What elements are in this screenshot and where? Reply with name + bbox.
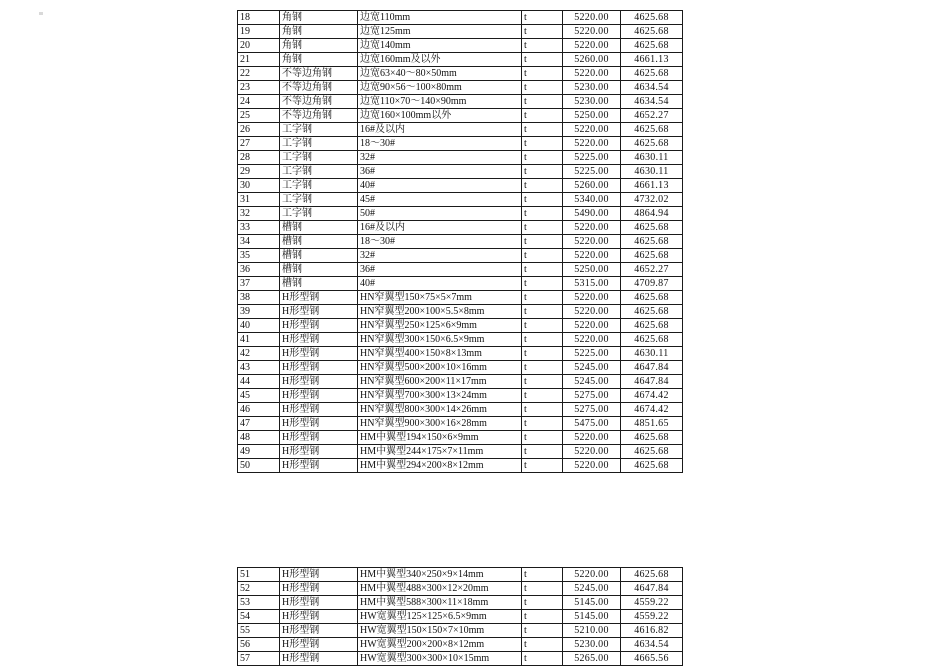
cell-unit: t	[522, 582, 563, 596]
price-table-1	[237, 10, 683, 473]
cell-row-number: 43	[238, 361, 280, 375]
cell-specification: 36#	[358, 165, 522, 179]
cell-material-name: H形型钢	[280, 333, 358, 347]
cell-row-number: 35	[238, 249, 280, 263]
cell-row-number: 54	[238, 610, 280, 624]
cell-price-2: 4559.22	[621, 610, 683, 624]
cell-price-1: 5230.00	[563, 95, 621, 109]
cell-row-number: 53	[238, 596, 280, 610]
cell-specification: 18～30#	[358, 137, 522, 151]
cell-price-2: 4625.68	[621, 431, 683, 445]
cell-material-name: H形型钢	[280, 445, 358, 459]
cell-unit: t	[522, 151, 563, 165]
cell-specification: HM中翼型294×200×8×12mm	[358, 459, 522, 473]
cell-material-name: 工字钢	[280, 137, 358, 151]
cell-price-1: 5145.00	[563, 596, 621, 610]
cell-price-1: 5220.00	[563, 431, 621, 445]
cell-specification: 40#	[358, 179, 522, 193]
cell-price-2: 4625.68	[621, 319, 683, 333]
cell-material-name: H形型钢	[280, 431, 358, 445]
table-row	[238, 137, 683, 151]
cell-specification: HN窄翼型500×200×10×16mm	[358, 361, 522, 375]
cell-specification: 边宽125mm	[358, 25, 522, 39]
cell-specification: 边宽110mm	[358, 11, 522, 25]
cell-price-2: 4864.94	[621, 207, 683, 221]
cell-price-2: 4625.68	[621, 25, 683, 39]
cell-material-name: H形型钢	[280, 291, 358, 305]
cell-price-2: 4652.27	[621, 263, 683, 277]
cell-specification: HN窄翼型400×150×8×13mm	[358, 347, 522, 361]
cell-price-2: 4661.13	[621, 53, 683, 67]
cell-row-number: 55	[238, 624, 280, 638]
cell-specification: HM中翼型244×175×7×11mm	[358, 445, 522, 459]
price-table-2	[237, 567, 683, 666]
cell-price-1: 5265.00	[563, 652, 621, 666]
cell-row-number: 27	[238, 137, 280, 151]
cell-price-2: 4625.68	[621, 459, 683, 473]
cell-unit: t	[522, 277, 563, 291]
cell-price-1: 5250.00	[563, 109, 621, 123]
cell-unit: t	[522, 137, 563, 151]
cell-price-2: 4709.87	[621, 277, 683, 291]
cell-material-name: 角钢	[280, 11, 358, 25]
cell-specification: 边宽90×56～100×80mm	[358, 81, 522, 95]
table-row	[238, 638, 683, 652]
table-row	[238, 39, 683, 53]
cell-material-name: 不等边角钢	[280, 95, 358, 109]
cell-price-2: 4559.22	[621, 596, 683, 610]
cell-price-2: 4647.84	[621, 375, 683, 389]
cell-specification: HM中翼型588×300×11×18mm	[358, 596, 522, 610]
cell-material-name: 槽钢	[280, 249, 358, 263]
cell-unit: t	[522, 568, 563, 582]
cell-unit: t	[522, 249, 563, 263]
cell-price-1: 5145.00	[563, 610, 621, 624]
cell-material-name: H形型钢	[280, 389, 358, 403]
cell-specification: 边宽160mm及以外	[358, 53, 522, 67]
table-row	[238, 193, 683, 207]
cell-specification: HN窄翼型150×75×5×7mm	[358, 291, 522, 305]
table-row	[238, 361, 683, 375]
cell-row-number: 50	[238, 459, 280, 473]
cell-specification: HN窄翼型200×100×5.5×8mm	[358, 305, 522, 319]
cell-material-name: 角钢	[280, 53, 358, 67]
cell-price-2: 4625.68	[621, 445, 683, 459]
cell-price-2: 4625.68	[621, 67, 683, 81]
cell-row-number: 36	[238, 263, 280, 277]
cell-material-name: 槽钢	[280, 221, 358, 235]
table-row	[238, 333, 683, 347]
cell-row-number: 31	[238, 193, 280, 207]
cell-price-1: 5220.00	[563, 333, 621, 347]
table-row	[238, 81, 683, 95]
cell-unit: t	[522, 109, 563, 123]
cell-unit: t	[522, 67, 563, 81]
cell-price-1: 5220.00	[563, 249, 621, 263]
cell-price-1: 5220.00	[563, 67, 621, 81]
cell-unit: t	[522, 361, 563, 375]
table-row	[238, 221, 683, 235]
cell-specification: 36#	[358, 263, 522, 277]
cell-price-2: 4625.68	[621, 249, 683, 263]
cell-material-name: H形型钢	[280, 319, 358, 333]
cell-unit: t	[522, 165, 563, 179]
cell-price-1: 5260.00	[563, 179, 621, 193]
table-row	[238, 123, 683, 137]
cell-row-number: 48	[238, 431, 280, 445]
cell-specification: HN窄翼型900×300×16×28mm	[358, 417, 522, 431]
cell-specification: HN窄翼型800×300×14×26mm	[358, 403, 522, 417]
cell-specification: 32#	[358, 151, 522, 165]
cell-row-number: 37	[238, 277, 280, 291]
cell-row-number: 20	[238, 39, 280, 53]
cell-row-number: 25	[238, 109, 280, 123]
table-row	[238, 207, 683, 221]
table-row	[238, 25, 683, 39]
cell-price-1: 5225.00	[563, 151, 621, 165]
cell-row-number: 42	[238, 347, 280, 361]
cell-price-2: 4634.54	[621, 95, 683, 109]
cell-unit: t	[522, 347, 563, 361]
cell-material-name: H形型钢	[280, 459, 358, 473]
cell-material-name: 槽钢	[280, 277, 358, 291]
cell-price-2: 4625.68	[621, 11, 683, 25]
cell-specification: 边宽160×100mm以外	[358, 109, 522, 123]
cell-row-number: 23	[238, 81, 280, 95]
cell-price-2: 4625.68	[621, 333, 683, 347]
cell-material-name: 不等边角钢	[280, 67, 358, 81]
cell-row-number: 41	[238, 333, 280, 347]
cell-price-1: 5220.00	[563, 123, 621, 137]
cell-price-1: 5250.00	[563, 263, 621, 277]
table-row	[238, 431, 683, 445]
cell-price-2: 4851.65	[621, 417, 683, 431]
cell-unit: t	[522, 221, 563, 235]
table-row	[238, 53, 683, 67]
cell-price-1: 5225.00	[563, 165, 621, 179]
cell-price-1: 5220.00	[563, 305, 621, 319]
cell-unit: t	[522, 39, 563, 53]
table-row	[238, 624, 683, 638]
cell-price-1: 5220.00	[563, 25, 621, 39]
cell-unit: t	[522, 25, 563, 39]
cell-row-number: 19	[238, 25, 280, 39]
cell-specification: 32#	[358, 249, 522, 263]
cell-material-name: H形型钢	[280, 624, 358, 638]
cell-unit: t	[522, 610, 563, 624]
cell-price-2: 4652.27	[621, 109, 683, 123]
cell-material-name: H形型钢	[280, 610, 358, 624]
cell-price-2: 4625.68	[621, 305, 683, 319]
cell-specification: HN窄翼型300×150×6.5×9mm	[358, 333, 522, 347]
cell-price-1: 5245.00	[563, 375, 621, 389]
cell-row-number: 45	[238, 389, 280, 403]
cell-row-number: 26	[238, 123, 280, 137]
table-row	[238, 277, 683, 291]
cell-row-number: 51	[238, 568, 280, 582]
cell-price-1: 5475.00	[563, 417, 621, 431]
cell-unit: t	[522, 389, 563, 403]
cell-material-name: H形型钢	[280, 596, 358, 610]
cell-material-name: H形型钢	[280, 305, 358, 319]
cell-price-2: 4661.13	[621, 179, 683, 193]
cell-material-name: H形型钢	[280, 568, 358, 582]
cell-unit: t	[522, 123, 563, 137]
table-row	[238, 291, 683, 305]
cell-price-2: 4732.02	[621, 193, 683, 207]
cell-price-1: 5220.00	[563, 11, 621, 25]
cell-material-name: H形型钢	[280, 361, 358, 375]
cell-unit: t	[522, 624, 563, 638]
cell-material-name: H形型钢	[280, 347, 358, 361]
cell-unit: t	[522, 263, 563, 277]
cell-specification: HM中翼型194×150×6×9mm	[358, 431, 522, 445]
cell-specification: 16#及以内	[358, 221, 522, 235]
cell-price-1: 5220.00	[563, 291, 621, 305]
cell-unit: t	[522, 11, 563, 25]
cell-specification: HN窄翼型700×300×13×24mm	[358, 389, 522, 403]
cell-specification: 45#	[358, 193, 522, 207]
cell-price-1: 5490.00	[563, 207, 621, 221]
cell-price-2: 4625.68	[621, 291, 683, 305]
cell-specification: 40#	[358, 277, 522, 291]
cell-price-2: 4630.11	[621, 151, 683, 165]
cell-specification: HW宽翼型200×200×8×12mm	[358, 638, 522, 652]
table-row	[238, 459, 683, 473]
cell-row-number: 49	[238, 445, 280, 459]
table-row	[238, 67, 683, 81]
cell-material-name: 工字钢	[280, 123, 358, 137]
cell-unit: t	[522, 53, 563, 67]
cell-unit: t	[522, 375, 563, 389]
cell-row-number: 44	[238, 375, 280, 389]
cell-material-name: H形型钢	[280, 638, 358, 652]
cell-row-number: 57	[238, 652, 280, 666]
cell-price-2: 4665.56	[621, 652, 683, 666]
cell-price-2: 4630.11	[621, 165, 683, 179]
cell-specification: 50#	[358, 207, 522, 221]
cell-unit: t	[522, 319, 563, 333]
table-row	[238, 179, 683, 193]
cell-price-2: 4634.54	[621, 638, 683, 652]
cell-material-name: 工字钢	[280, 193, 358, 207]
cell-price-1: 5275.00	[563, 389, 621, 403]
cell-material-name: 不等边角钢	[280, 81, 358, 95]
cell-row-number: 47	[238, 417, 280, 431]
cell-row-number: 28	[238, 151, 280, 165]
cell-unit: t	[522, 235, 563, 249]
cell-specification: 16#及以内	[358, 123, 522, 137]
cell-price-1: 5220.00	[563, 39, 621, 53]
cell-price-1: 5220.00	[563, 568, 621, 582]
table-row	[238, 568, 683, 582]
cell-row-number: 40	[238, 319, 280, 333]
cell-unit: t	[522, 95, 563, 109]
table-row	[238, 582, 683, 596]
cell-material-name: H形型钢	[280, 403, 358, 417]
cell-price-2: 4625.68	[621, 221, 683, 235]
cell-unit: t	[522, 417, 563, 431]
table-row	[238, 347, 683, 361]
cell-specification: 边宽140mm	[358, 39, 522, 53]
cell-row-number: 18	[238, 11, 280, 25]
cell-material-name: 角钢	[280, 25, 358, 39]
table-row	[238, 11, 683, 25]
cell-price-1: 5220.00	[563, 445, 621, 459]
table-row	[238, 109, 683, 123]
cell-price-1: 5220.00	[563, 235, 621, 249]
cell-material-name: H形型钢	[280, 375, 358, 389]
cell-unit: t	[522, 81, 563, 95]
cell-row-number: 22	[238, 67, 280, 81]
cell-unit: t	[522, 459, 563, 473]
cell-price-1: 5220.00	[563, 137, 621, 151]
table-row	[238, 165, 683, 179]
table-row	[238, 403, 683, 417]
cell-material-name: H形型钢	[280, 582, 358, 596]
price-table-body	[238, 11, 683, 473]
cell-specification: HW宽翼型125×125×6.5×9mm	[358, 610, 522, 624]
cell-price-2: 4625.68	[621, 568, 683, 582]
cell-price-1: 5220.00	[563, 221, 621, 235]
cell-price-2: 4634.54	[621, 81, 683, 95]
page-mark	[39, 12, 43, 15]
price-table-body	[238, 568, 683, 666]
cell-material-name: 工字钢	[280, 207, 358, 221]
cell-price-1: 5340.00	[563, 193, 621, 207]
cell-row-number: 52	[238, 582, 280, 596]
cell-material-name: H形型钢	[280, 652, 358, 666]
cell-specification: HN窄翼型600×200×11×17mm	[358, 375, 522, 389]
table-row	[238, 445, 683, 459]
cell-unit: t	[522, 596, 563, 610]
table-row	[238, 610, 683, 624]
cell-price-2: 4616.82	[621, 624, 683, 638]
cell-row-number: 56	[238, 638, 280, 652]
cell-row-number: 24	[238, 95, 280, 109]
cell-unit: t	[522, 333, 563, 347]
cell-price-1: 5220.00	[563, 459, 621, 473]
cell-price-1: 5230.00	[563, 638, 621, 652]
cell-material-name: 槽钢	[280, 235, 358, 249]
cell-price-2: 4647.84	[621, 361, 683, 375]
cell-unit: t	[522, 193, 563, 207]
cell-price-1: 5315.00	[563, 277, 621, 291]
cell-price-2: 4625.68	[621, 137, 683, 151]
cell-material-name: 不等边角钢	[280, 109, 358, 123]
cell-unit: t	[522, 445, 563, 459]
cell-material-name: 工字钢	[280, 179, 358, 193]
cell-material-name: 工字钢	[280, 151, 358, 165]
cell-row-number: 30	[238, 179, 280, 193]
cell-specification: HW宽翼型150×150×7×10mm	[358, 624, 522, 638]
cell-material-name: 工字钢	[280, 165, 358, 179]
table-row	[238, 249, 683, 263]
cell-price-2: 4625.68	[621, 39, 683, 53]
table-row	[238, 652, 683, 666]
cell-unit: t	[522, 638, 563, 652]
cell-row-number: 32	[238, 207, 280, 221]
cell-price-2: 4674.42	[621, 389, 683, 403]
cell-specification: HW宽翼型300×300×10×15mm	[358, 652, 522, 666]
cell-price-1: 5230.00	[563, 81, 621, 95]
table-row	[238, 417, 683, 431]
table-row	[238, 151, 683, 165]
table-row	[238, 95, 683, 109]
table-row	[238, 263, 683, 277]
table-row	[238, 319, 683, 333]
cell-unit: t	[522, 652, 563, 666]
cell-specification: HM中翼型488×300×12×20mm	[358, 582, 522, 596]
cell-unit: t	[522, 291, 563, 305]
cell-row-number: 29	[238, 165, 280, 179]
cell-material-name: 角钢	[280, 39, 358, 53]
cell-price-1: 5225.00	[563, 347, 621, 361]
cell-price-2: 4625.68	[621, 235, 683, 249]
cell-specification: 边宽63×40～80×50mm	[358, 67, 522, 81]
cell-price-1: 5275.00	[563, 403, 621, 417]
table-row	[238, 596, 683, 610]
cell-row-number: 39	[238, 305, 280, 319]
cell-unit: t	[522, 403, 563, 417]
cell-price-2: 4674.42	[621, 403, 683, 417]
cell-unit: t	[522, 305, 563, 319]
cell-material-name: H形型钢	[280, 417, 358, 431]
cell-row-number: 34	[238, 235, 280, 249]
cell-price-1: 5245.00	[563, 361, 621, 375]
cell-unit: t	[522, 431, 563, 445]
cell-specification: HN窄翼型250×125×6×9mm	[358, 319, 522, 333]
cell-row-number: 33	[238, 221, 280, 235]
table-row	[238, 375, 683, 389]
cell-unit: t	[522, 207, 563, 221]
cell-specification: HM中翼型340×250×9×14mm	[358, 568, 522, 582]
table-row	[238, 305, 683, 319]
cell-row-number: 46	[238, 403, 280, 417]
cell-specification: 边宽110×70～140×90mm	[358, 95, 522, 109]
cell-unit: t	[522, 179, 563, 193]
table-row	[238, 389, 683, 403]
cell-row-number: 38	[238, 291, 280, 305]
cell-price-1: 5245.00	[563, 582, 621, 596]
cell-price-2: 4647.84	[621, 582, 683, 596]
cell-specification: 18～30#	[358, 235, 522, 249]
cell-price-2: 4630.11	[621, 347, 683, 361]
cell-material-name: 槽钢	[280, 263, 358, 277]
cell-price-1: 5220.00	[563, 319, 621, 333]
cell-price-1: 5260.00	[563, 53, 621, 67]
cell-row-number: 21	[238, 53, 280, 67]
cell-price-2: 4625.68	[621, 123, 683, 137]
cell-price-1: 5210.00	[563, 624, 621, 638]
table-row	[238, 235, 683, 249]
